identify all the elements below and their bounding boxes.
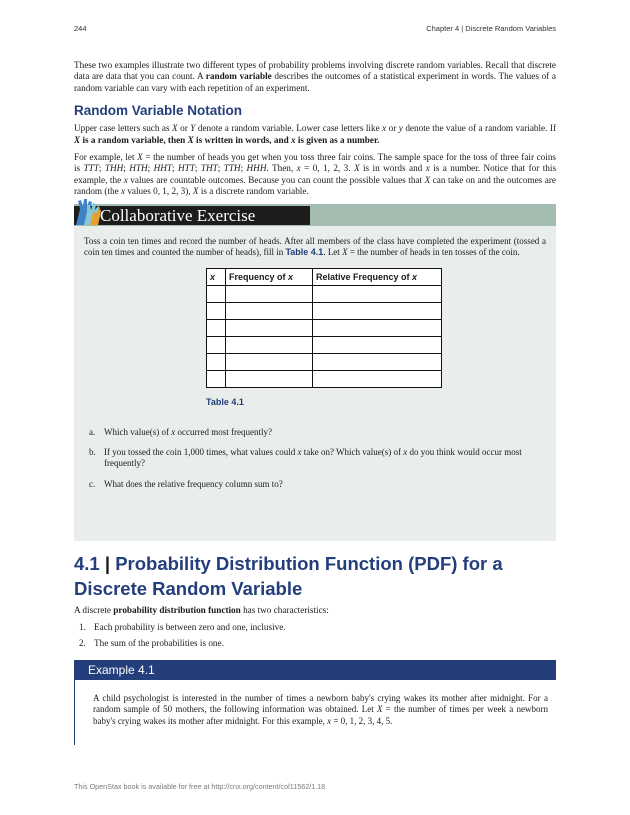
notation-paragraph-1: Upper case letters such as X or Y denote a random variable. Lower case letters like x or y denote the value of a random variable. If X is a random variable, then X is written in words, and x is given as a number. <box>74 123 557 145</box>
table-row <box>207 354 442 371</box>
intro-paragraph: These two examples illustrate two different types of probability problems involving discrete random variables. Recall that discrete data are data that you can count. A random variable describes the outcomes of a statistical experiment in words. The values of a random variable can vary with each repetition of an experiment. <box>74 60 556 93</box>
notation-paragraph-2: For example, let X = the number of heads you get when you toss three fair coins. The sample space for the toss of three fair coins is TTT; THH; HTH; HHT; HTT; THT; TTH; HHH. Then, x = 0, 1, 2, 3. X is in words and x is a number. Notice that for this example, the x values are countable outcomes. Because you can count the possible values that X can take on and the outcomes are random (the x values 0, 1, 2, 3), X is a discrete random variable. <box>74 152 557 197</box>
col-header-relative-frequency: Relative Frequency of x <box>313 269 442 286</box>
notation-heading: Random Variable Notation <box>74 103 243 119</box>
table-row <box>207 303 442 320</box>
page-number: 244 <box>74 24 87 33</box>
example-title-bar: Example 4.1 <box>74 660 556 680</box>
table-row <box>207 320 442 337</box>
page-footer: This OpenStax book is available for free at http://cnx.org/content/col11562/1.18 <box>74 782 326 791</box>
table-row <box>207 371 442 388</box>
col-header-x: x <box>207 269 226 286</box>
table-4-1-link[interactable]: Table 4.1 <box>285 246 324 257</box>
collaborative-exercise-box <box>74 226 556 541</box>
collaborative-exercise-title: Collaborative Exercise <box>74 206 310 225</box>
table-header-row <box>207 269 442 286</box>
chapter-title: Chapter 4 | Discrete Random Variables <box>426 24 556 33</box>
list-item: 1. Each probability is between zero and one, inclusive. <box>79 622 286 633</box>
example-paragraph: A child psychologist is interested in the number of times a newborn baby's crying wakes its mother after midnight. For a random sample of 50 mothers, the following information was obtained. Let X = the number of times per week a newborn baby's crying wakes its mother after midnight. For this example, x = 0, 1, 2, 3, 4, 5. <box>93 692 548 726</box>
table-row <box>207 337 442 354</box>
col-header-frequency: Frequency of x <box>226 269 313 286</box>
list-item: 2. The sum of the probabilities is one. <box>79 638 224 649</box>
question-c: c. What does the relative frequency column sum to? <box>89 478 283 489</box>
question-list <box>84 427 546 490</box>
raised-hands-icon <box>72 197 104 227</box>
table-caption: Table 4.1 <box>206 397 244 408</box>
page-content <box>74 60 556 745</box>
table-row <box>207 286 442 303</box>
collaborative-exercise-banner <box>74 204 556 226</box>
example-body <box>74 680 556 745</box>
frequency-table <box>206 268 442 388</box>
collab-instructions: Toss a coin ten times and record the number of heads. After all members of the class have completed the experiment (tossed a coin ten times and counted the number of heads), fill in Table 4.1. Let X = the number of heads in ten tosses of the coin. <box>84 235 546 257</box>
pdf-intro-paragraph: A discrete probability distribution function has two characteristics: <box>74 604 329 615</box>
section-heading: 4.1 | Probability Distribution Function (PDF) for a Discrete Random Variable <box>74 552 503 599</box>
pdf-characteristics-list <box>74 622 556 650</box>
question-b: b. If you tossed the coin 1,000 times, what values could x take on? Which value(s) of x do you think would occur most frequently? <box>89 447 522 469</box>
term-random-variable: random variable <box>205 71 272 82</box>
question-a: a. Which value(s) of x occurred most frequently? <box>89 427 272 438</box>
